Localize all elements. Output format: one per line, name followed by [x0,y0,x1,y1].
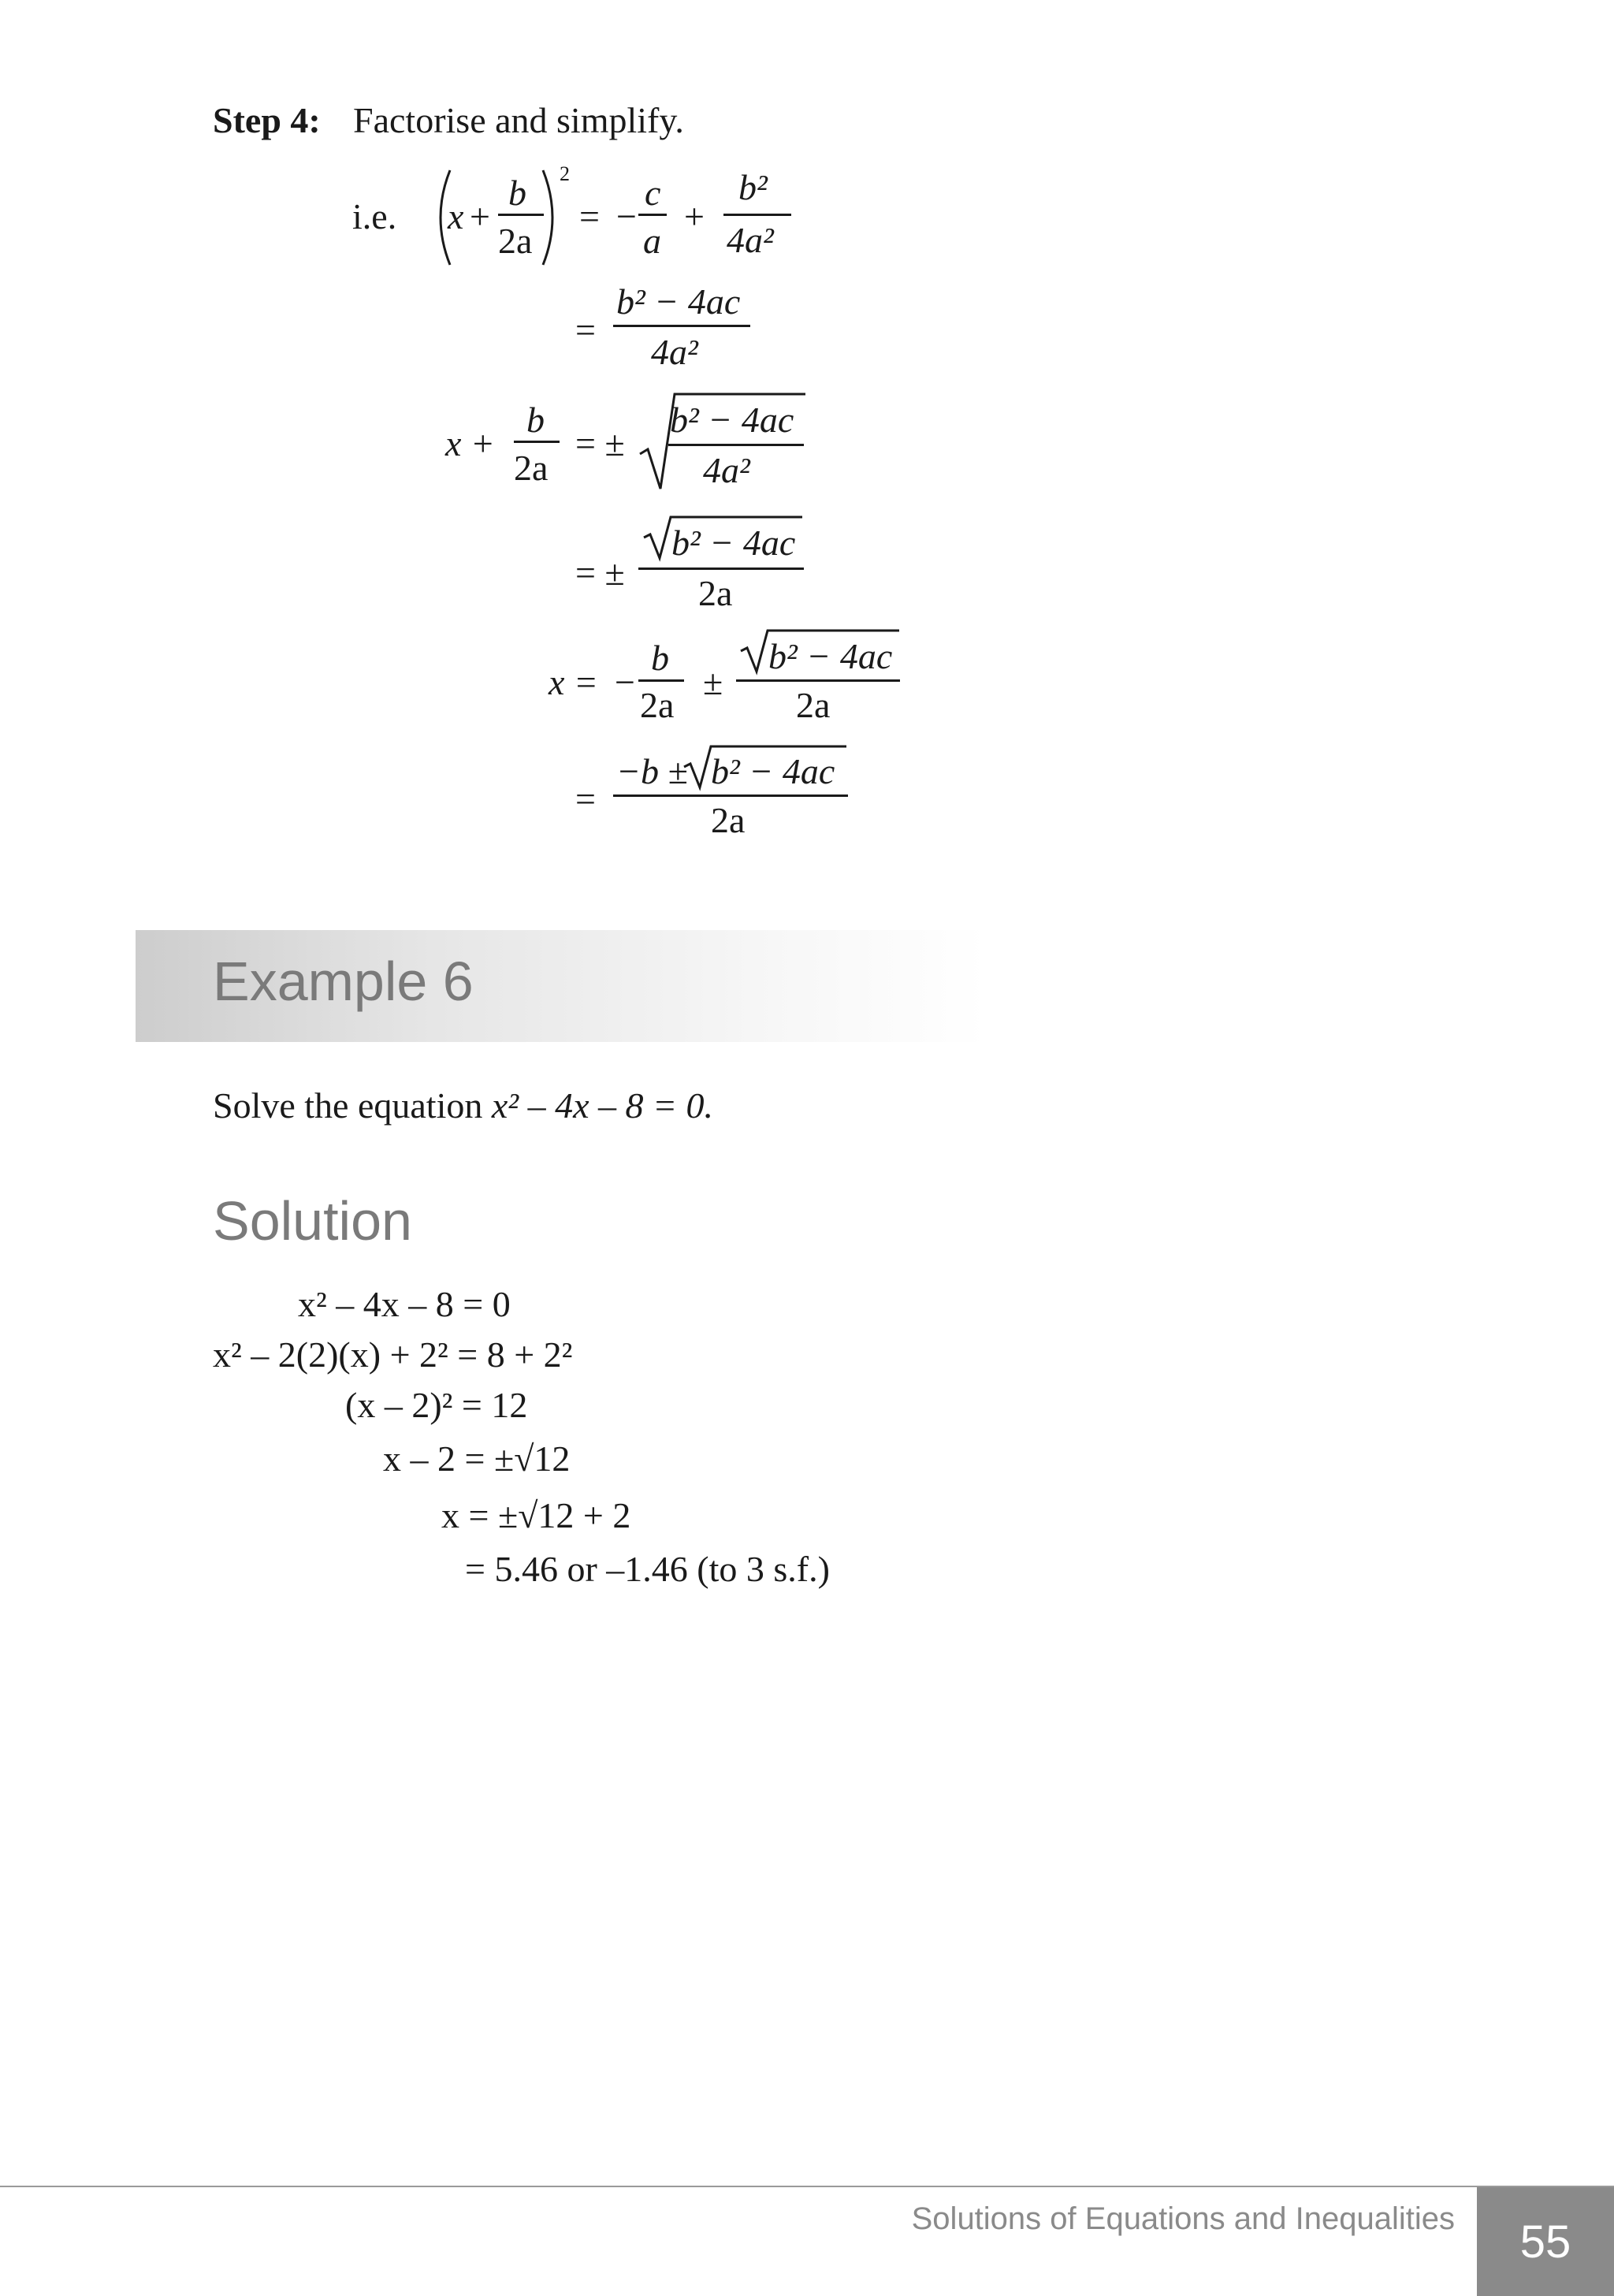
frac1-num: b [508,173,526,213]
square-exponent: 2 [560,162,570,185]
problem-equation: x² – 4x – 8 = 0. [491,1085,714,1126]
solution-line-2: x² – 2(2)(x) + 2² = 8 + 2² [213,1334,573,1375]
solution-line-6: = 5.46 or –1.46 (to 3 s.f.) [465,1549,830,1589]
frac7-num: b² − 4ac [671,523,796,563]
example-problem [213,1085,714,1126]
frac8-line [638,679,684,682]
frac3-den: 4a² [727,220,774,260]
frac5-line [514,441,560,443]
frac1-line [498,214,544,216]
frac8-den: 2a [640,685,675,725]
ie-label: i.e. [352,196,397,236]
solution-line-3: (x – 2)² = 12 [345,1385,528,1425]
frac2-num: c [645,173,661,213]
frac3-num: b² [738,167,768,207]
step-text: Factorise and simplify. [353,100,684,140]
solution-line-4: x – 2 = ±√12 [383,1438,571,1479]
x-eq-5: x = [549,662,598,702]
frac4-num: b² − 4ac [616,281,741,322]
lhs-x: x [448,196,464,236]
frac5-num: b [526,400,545,440]
example-heading: Example 6 [213,951,474,1012]
frac10-line [613,794,848,797]
frac6-line [668,444,804,446]
frac9-den: 2a [796,685,831,725]
xplus-lhs: x + [445,423,495,463]
eq-pm-3: = ± [575,423,625,463]
solution-heading: Solution [213,1190,412,1252]
plus1: + [684,196,705,236]
frac4-line [613,325,750,327]
eq1: = [579,196,600,236]
frac2-line [638,214,667,216]
eq-pm-4: = ± [575,553,625,593]
eq2: = [575,310,596,350]
footer-rule [0,2186,1614,2187]
frac1-den: 2a [498,221,533,261]
frac9-line [736,679,900,682]
frac5-den: 2a [514,448,549,488]
frac3-line [723,214,791,216]
step-label: Step 4: [213,100,321,140]
frac9-num: b² − 4ac [768,636,893,676]
lhs-plus: + [470,196,490,236]
frac8-num: b [651,638,669,678]
frac7-den: 2a [698,573,733,613]
pm5: ± [703,662,723,702]
problem-prefix: Solve the equation [213,1085,492,1126]
frac6-den: 4a² [703,450,750,490]
minus1: − [616,196,637,236]
footer-chapter-title: Solutions of Equations and Inequalities [911,2201,1455,2236]
frac7-line [638,567,804,570]
eq6: = [575,779,596,819]
frac10-num-root: b² − 4ac [711,751,835,791]
solution-line-5: x = ±√12 + 2 [441,1495,631,1535]
frac4-den: 4a² [651,332,698,372]
solution-line-1: x² – 4x – 8 = 0 [298,1284,511,1324]
frac10-den: 2a [711,800,746,840]
frac10-num-prefix: −b ± [616,751,688,791]
frac6-num: b² − 4ac [670,400,794,440]
frac2-den: a [643,221,661,261]
minus5: − [615,662,635,702]
page-number: 55 [1477,2187,1614,2296]
